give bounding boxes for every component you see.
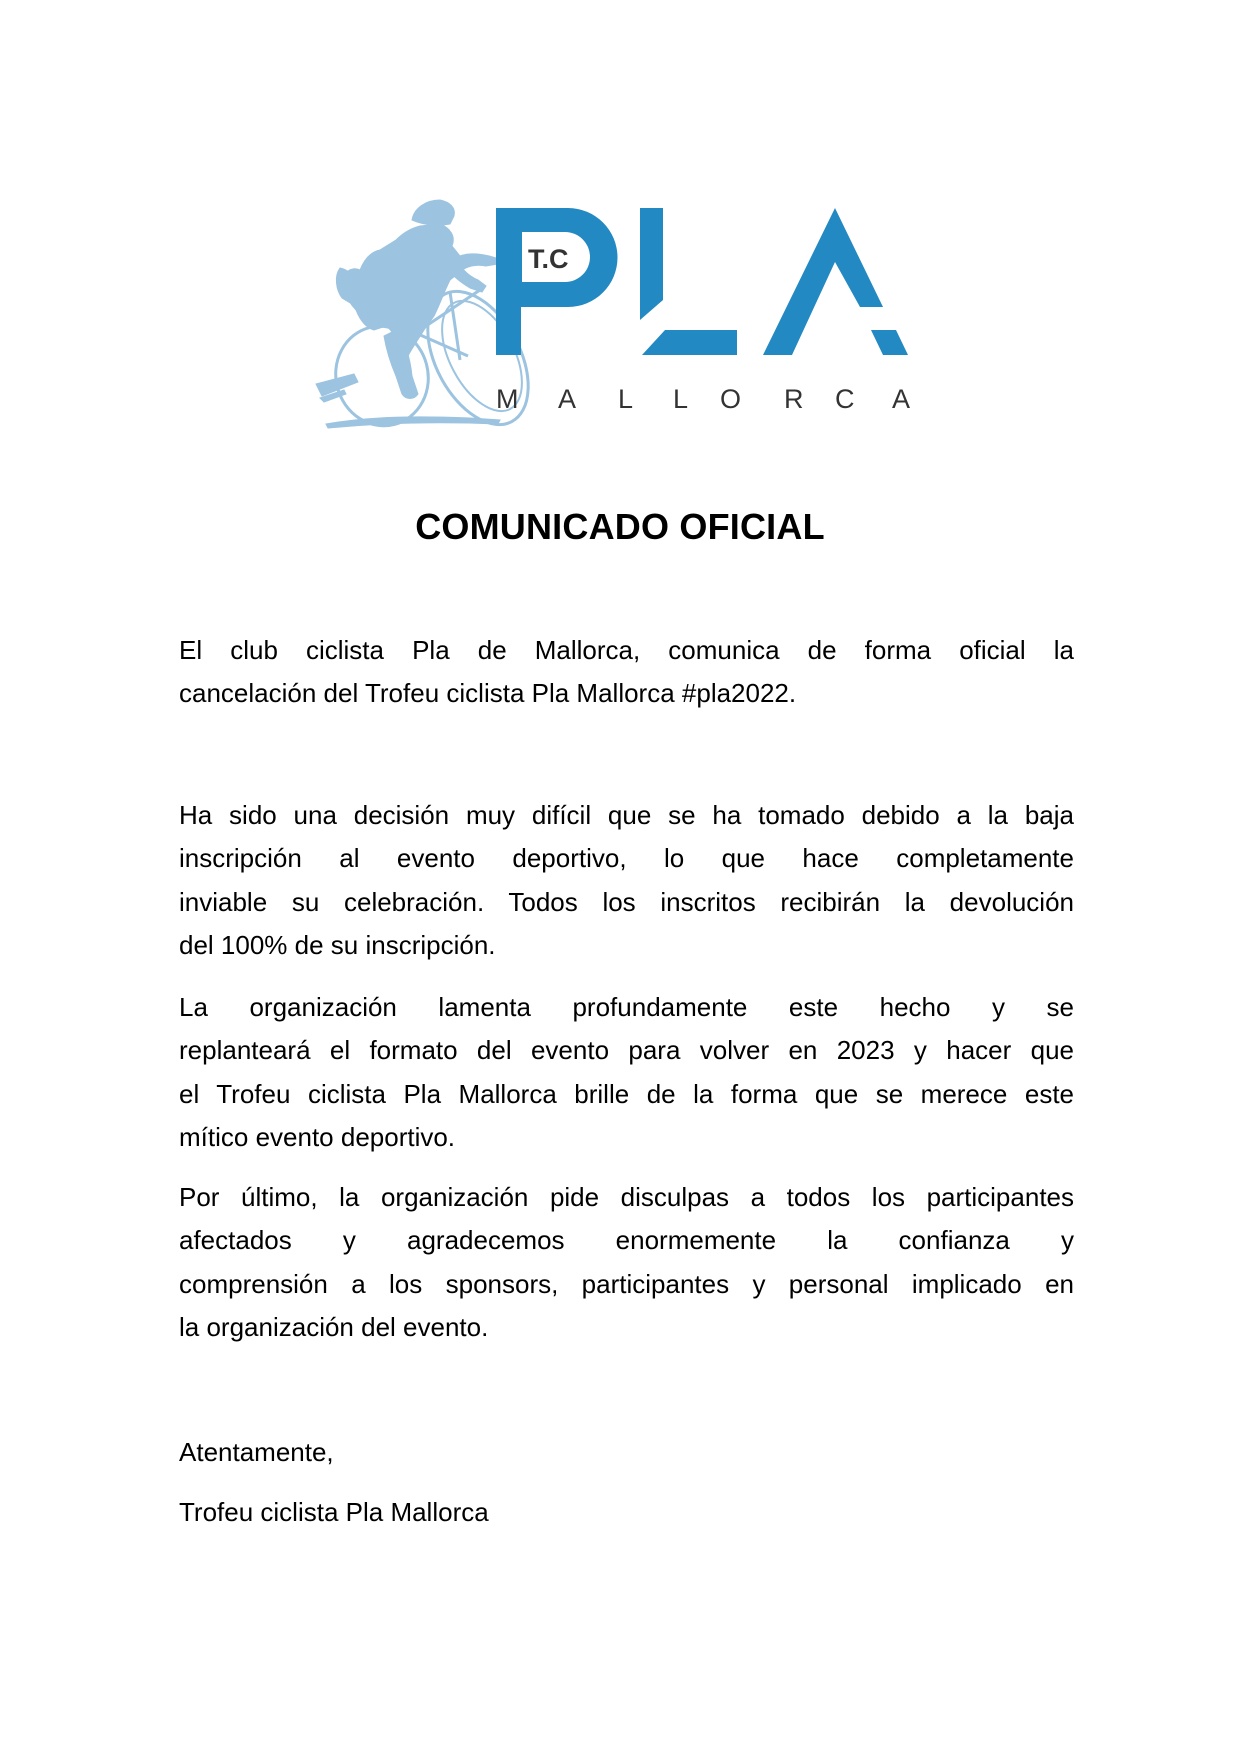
logo-mallorca-letter: A	[892, 384, 911, 414]
paragraph-line: inviable su celebración. Todos los inscritos recibirán la devolución	[179, 886, 1074, 917]
paragraph-line: el Trofeu ciclista Pla Mallorca brille de la forma que se merece este	[179, 1078, 1074, 1109]
paragraph-line: La organización lamenta profundamente este hecho y se	[179, 992, 1074, 1022]
paragraph-line: la organización del evento.	[179, 1311, 489, 1342]
paragraph-line: del 100% de su inscripción.	[179, 929, 496, 960]
paragraph-line: comprensión a los sponsors, participantes y personal implicado en	[179, 1268, 1074, 1299]
logo-tc-text: T.C	[528, 244, 569, 274]
logo-mallorca-letter: R	[784, 384, 804, 414]
paragraph-line: mítico evento deportivo.	[179, 1121, 456, 1152]
logo-mallorca-letter: O	[720, 384, 742, 414]
signature: Trofeu ciclista Pla Mallorca	[179, 1497, 489, 1527]
paragraph-regret	[179, 986, 1074, 1159]
logo-letter-p	[496, 208, 618, 355]
cyclist-helmet	[412, 200, 454, 225]
logo-letter-l-bar	[642, 330, 737, 355]
logo-mallorca-letter: L	[618, 384, 634, 414]
paragraph-line: afectados y agradecemos enormemente la confianza y	[179, 1225, 1074, 1256]
logo-letter-l-stem	[640, 208, 663, 320]
logo-mallorca-letter: C	[835, 384, 855, 414]
logo-mallorca-text	[496, 384, 910, 414]
page-title: COMUNICADO OFICIAL	[415, 506, 825, 547]
logo-mallorca-letter: M	[496, 384, 519, 414]
logo-mallorca-letter: L	[673, 384, 689, 414]
paragraph-line: replanteará el formato del evento para volver en 2023 y hacer que	[179, 1035, 1074, 1066]
closing-salutation: Atentamente,	[179, 1437, 334, 1467]
paragraph-line: Ha sido una decisión muy difícil que se ha tomado debido a la baja	[179, 800, 1074, 830]
paragraph-reason	[179, 794, 1074, 967]
paragraph-line: inscripción al evento deportivo, lo que hace completamente	[179, 843, 1074, 874]
paragraph-line: El club ciclista Pla de Mallorca, comunica de forma oficial la	[179, 635, 1074, 665]
paragraph-line: Por último, la organización pide disculpas a todos los participantes	[179, 1182, 1074, 1212]
logo-letter-a	[763, 208, 883, 355]
ground-line	[326, 417, 500, 428]
club-logo	[300, 180, 940, 440]
paragraph-apology	[179, 1176, 1074, 1349]
paragraph-line: cancelación del Trofeu ciclista Pla Mallorca #pla2022.	[179, 678, 797, 709]
logo-letter-a-foot	[871, 330, 908, 355]
paragraph-cancellation	[179, 629, 1074, 716]
logo-mallorca-letter: A	[558, 384, 577, 414]
